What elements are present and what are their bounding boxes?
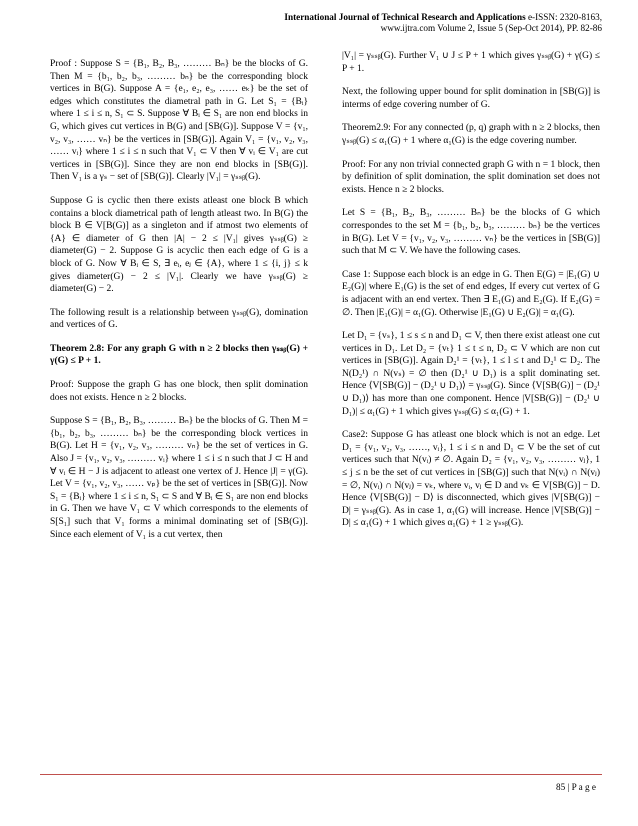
page-number: 85 | P a g e (555, 782, 596, 792)
paragraph: Next, the following upper bound for split domination in [SB(G)] is interms of edge covering number of G. (342, 87, 600, 110)
volume-info: www.ijtra.com Volume 2, Issue 5 (Sep-Oct 2014), PP. 82-86 (380, 23, 602, 34)
paragraph: Let S = {B₁, B₂, B₃, ……… Bₙ} be the blocks of G which correspondes to the set M = {b₁, b₂, b₃, ……… bₙ} be the vertices in B(G). Let V = {v₁, v₂, v₃, ……… vₙ} be the vertices in [SB(G)] such that M ⊂ V. We have the following cases. (342, 208, 600, 257)
paragraph: |V₁| = γₛₛᵦ(G). Further V₁ ∪ J ≤ P + 1 which gives γₛₛᵦ(G) + γ(G) ≤ P + 1. (342, 51, 600, 74)
paragraph: Suppose S = {B₁, B₂, B₃, ……… Bₙ} be the blocks of G. Then M = {b₁, b₂, b₃, ……… bₙ} be the corresponding block vertices in B(G). Let H = {v₁, v₂, v₃, ……… vₙ} be the set of vertices in G. Also J = {v₁, v₂, v₃, ……… vᵢ} where 1 ≤ i ≤ n such that J ⊂ H and ∀ vᵢ ∈ H − J is adjacent to atleast one vertex of J. Hence |J| = γ(G). Let V = {v₁, v₂, v₃, …… vₚ} be the set of vertices in [SB(G)]. Now S₁ = {Bᵢ} where 1 ≤ i ≤ n, S₁ ⊂ S and ∀ Bᵢ ∈ S₁ are non end blocks in G. Then we have V₁ ⊂ V which corresponds to the elements of S[S₁] such that V₁ forms a minimal dominating set of [SB(G)]. Since each element of V₁ is a cut vertex, then (50, 416, 308, 540)
journal-header (230, 12, 602, 34)
theorem-2-8: Theorem 2.8: For any graph G with n ≥ 2 blocks then γₛₛᵦ(G) + γ(G) ≤ P + 1. (50, 343, 308, 367)
left-column (50, 58, 308, 552)
footer-rule (40, 774, 602, 775)
case-2: Case2: Suppose G has atleast one block which is not an edge. Let D₁ = {v₁, v₂, v₃, ……, vᵢ}, 1 ≤ i ≤ n and D₁ ⊂ V be the set of cut vertices such that N(vᵢ) ≠ ∅. Again D₂ = {v₁, v₂, v₃, ……… vⱼ}, 1 ≤ j ≤ n be the set of cut vertices in [SB(G)] such that N(vᵢ) ∩ N(vⱼ) = ∅, N(vᵢ) ∩ N(vⱼ) = vₖ, where vᵢ, vⱼ ∈ D and vₖ ∈ V[SB(G)] − D. Hence ⟨V[SB(G)] − D⟩ is disconnected, which gives |V[SB(G)] − D| = γₛₛᵦ(G). As in case 1, α₁(G) will increase. Hence |V[SB(G)] − D| ≤ α₁(G) + 1 which gives α₁(G) + 1 ≥ γₛₛᵦ(G). (342, 430, 600, 529)
paragraph: Proof : Suppose S = {B₁, B₂, B₃, ……… Bₙ} be the blocks of G. Then M = {b₁, b₂, b₃, ……… bₙ} be the corresponding block vertices in B(G). Suppose A = {e₁, e₂, e₃, …… eₖ} be the set of edges which constitutes the diametral path in G. Let S₁ = {Bᵢ} where 1 ≤ i ≤ n, S₁ ⊂ S. Suppose ∀ Bᵢ ∈ S₁ are non end blocks in G, which gives cut vertices in B(G) and [SB(G)]. Suppose V = {v₁, v₂, v₃, …… vₙ} be the vertices in [SB(G)]. Again V₁ = {v₁, v₂, v₃, …… vᵢ} where 1 ≤ i ≤ n such that V₁ ⊂ V then ∀ vᵢ ∈ V₁ are cut vertices in [SB(G)]. Since they are non end blocks in [SB(G)]. Then V₁ is a γₛ − set of [SB(G)]. Clearly |V₁| = γₛₛᵦ(G). (50, 59, 308, 183)
journal-title: International Journal of Technical Research and Applications (284, 12, 526, 22)
case-1: Case 1: Suppose each block is an edge in G. Then E(G) = |E₁(G) ∪ E₂(G)| where E₁(G) is the set of end edges, If every cut vertex of G is adjacent with an end vertex. Then ∃ E₁(G) and E₂(G). If E₂(G) = ∅. Then |E₁(G)| = α₁(G). Otherwise |E₁(G) ∪ E₂(G)| = α₁(G). (342, 269, 600, 318)
paragraph: Proof: For any non trivial connected graph G with n = 1 block, then by definition of split domination, the split domination set does not exists. Hence n ≥ 2 blocks. (342, 159, 600, 195)
paragraph: The following result is a relationship between γₛₛᵦ(G), domination and vertices of G. (50, 307, 308, 331)
right-column (342, 50, 600, 541)
issn: e-ISSN: 2320-8163, (525, 12, 602, 22)
paragraph: Suppose G is cyclic then there exists atleast one block B which contains a block diametrical path of length atleast two. In B(G) the block B ∈ V[B(G)] as a singleton and if atmost two elements of {A} ∈ diameter of G then |A| − 2 ≤ |V₁| gives γₛₛᵦ(G) ≥ diameter(G) − 2. Suppose G is acyclic then each edge of G is a block of G. Now ∀ Bᵢ ∈ S, ∃ eᵢ, eⱼ ∈ {A}, where 1 ≤ {i, j} ≤ k gives diameter(G) − 2 ≤ |V₁|. Clearly we have γₛₛᵦ(G) ≥ diameter(G) − 2. (50, 195, 308, 295)
paragraph: Let D₁ = {vₛ}, 1 ≤ s ≤ n and D₁ ⊂ V, then there exist atleast one cut vertices in D₁. Let D₂ = {vₜ} 1 ≤ t ≤ n, D₂ ⊂ V which are non cut vertices in [SB(G)]. Again D₂¹ = {vₜ}, 1 ≤ l ≤ t and D₂¹ ⊂ D₂. The N(D₂¹) ∩ N(vₛ) = ∅ then (D₂¹ ∪ D₁) is a split dominating set. Hence ⟨V[SB(G)] − (D₂¹ ∪ D₁)⟩ = γₛₛᵦ(G). Since ⟨V[SB(G)] − (D₂¹ ∪ D₁)⟩ has more than one component. Hence |V[SB(G)] − (D₂¹ ∪ D₁)| ≤ α₁(G) + 1 which gives γₛₛᵦ(G) ≤ α₁(G) + 1. (342, 331, 600, 417)
paragraph: Proof: Suppose the graph G has one block, then split domination does not exists. Hence n ≥ 2 blocks. (50, 380, 308, 403)
theorem-2-9: Theorem2.9: For any connected (p, q) graph with n ≥ 2 blocks, then γₛₛᵦ(G) ≤ α₁(G) + 1 where α₁(G) is the edge covering number. (342, 123, 600, 146)
